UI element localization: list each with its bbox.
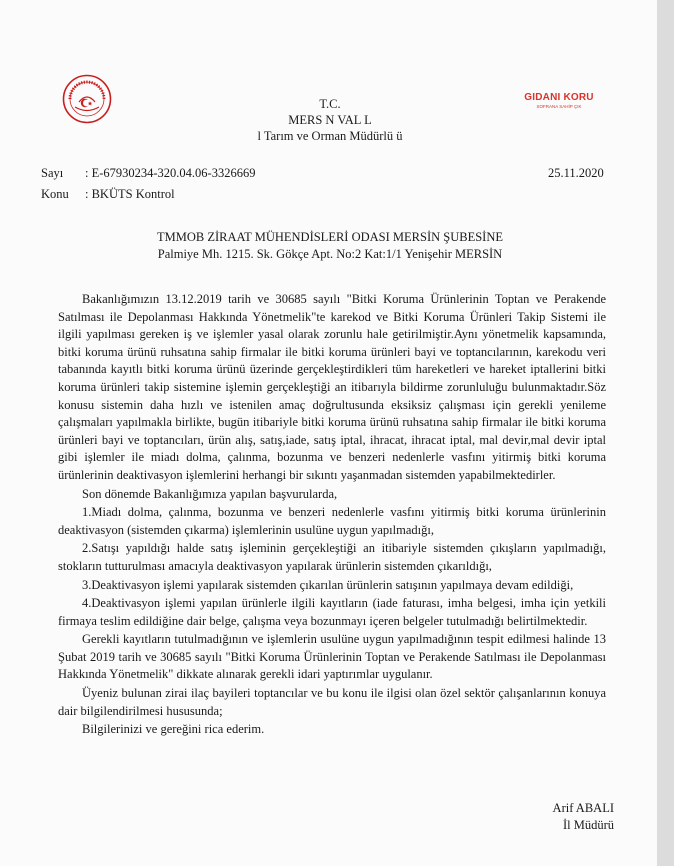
letter-body [58,291,606,739]
body-list-item: 2.Satışı yapıldığı halde satış işleminin gerçekleştiği an itibariyle sistemden çıkışların yapılmadığı, stokların tutturulması amacıyla deaktivasyon yapılarak ürünlerin sistemden çıkarıldığı, [58,541,606,573]
body-list-item: 3.Deaktivasyon işlemi yapılarak sistemden çıkarılan ürünlerin satışının yapılmaya devam edildiği, [82,577,574,592]
body-paragraph: Bilgilerinizi ve gereğini rica ederim. [82,722,265,737]
signatory-name: Arif ABALI [552,801,614,815]
recipient-address: Palmiye Mh. 1215. Sk. Gökçe Apt. No:2 Kat:1/1 Yenişehir MERSİN [157,247,503,261]
header-province: MERS N VAL L [288,113,372,127]
brand-name: GIDANI KORU [524,92,594,103]
recipient-name: TMMOB ZİRAAT MÜHENDİSLERİ ODASI MERSİN ŞUBESİNE [157,230,503,244]
body-paragraph: Bakanlığımızın 13.12.2019 tarih ve 30685 sayılı "Bitki Koruma Ürünlerinin Toptan ve Perakende Satılması ile Depolanması Hakkında Yönetmelik"te karekod ve Bitki Koruma Ürünleri Takip Sistemi ile ilgili yapılması gereken iş ve işlemler yasal olarak zorunlu hale getirilmiştir.Aynı yönetmelik kapsamında, bitki koruma ürünü ruhsatına sahip firmalar ile bitki koruma ürünleri bayi ve toptancılarının, karekodu veri tabanında kayıtlı bitki koruma ürünü üzerinde gerçekleştirdikleri tüm hareketleri ve hareket iptallerini bitki koruma ürünleri takip sistemine işlemin gerçekleştiği an itibarıyla bildirme zorunluluğu bulunmaktadır.Söz konusu sistemin daha hızlı ve istenilen amaç doğrultusunda eksiksiz çalışması için gerekli yenileme çalışmaları yapılmakla birlikte, bugün itibariyle bitki koruma ürünü ruhsatına sahip firmalar ile bitki koruma ürünleri bayi ve toptancıları, ürün alış, satış,iade, satış iptal, ihracat, ihracat iptal, mal devir,mal devir iptal gibi işlemler ile miadı dolma, çalınma, bozunma ve benzeri nedenlerle vasfını yitirmiş bitki koruma ürünlerinin deaktivasyon işlemlerini herhangi bir sıkıntı yaşanmadan sistemden yapabilmektedirler. [58,292,606,482]
body-paragraph: Gerekli kayıtların tutulmadığının ve işlemlerin usulüne uygun yapılmadığının tespit edilmesi halinde 13 Şubat 2019 tarih ve 30685 sayılı "Bitki Koruma Ürünlerinin Toptan ve Perakende Satılması ile Depolanması Hakkında Yönetmelik" dikkate alınarak gerekli idari yaptırımlar uygulanır. [58,632,606,682]
body-list-item: 4.Deaktivasyon işlemi yapılan ürünlerle ilgili kayıtların (iade faturası, imha belgesi, imha için yetkili firmaya teslim edildiğine dair belge, çalışma veya bozunmayı içeren belgeler tutulmadığı belirtilmektedir. [58,596,606,628]
brand-tagline: SOFRANA SAHİP ÇIK [536,104,582,109]
signatory-title: İl Müdürü [562,818,614,832]
sayi-value: : E-67930234-320.04.06-3326669 [85,166,256,180]
body-paragraph: Üyeniz bulunan zirai ilaç bayileri toptancılar ve bu konu ile ilgisi olan özel sektör çalışanlarının konuya dair bilgilendirilmesi hususunda; [58,686,606,718]
header-directorate: l Tarım ve Orman Müdürlü ü [257,129,403,143]
konu-value: : BKÜTS Kontrol [85,187,175,201]
gidani-koru-logo [523,92,595,109]
body-paragraph: Son dönemde Bakanlığımıza yapılan başvurularda, [82,486,338,501]
header-country: T.C. [319,97,341,111]
konu-label: Konu [41,187,69,201]
ministry-seal-icon [62,74,112,124]
sayi-label: Sayı [41,166,64,180]
body-list-item: 1.Miadı dolma, çalınma, bozunma ve benzeri nedenlerle vasfını yitirmiş bitki koruma ürünlerinin deaktivasyon (sistemden çıkarma) işlemlerinin usulüne uygun yapılmadığı, [58,505,606,537]
signature-block [500,800,614,834]
page-edge [657,0,674,866]
document-date: 25.11.2020 [548,166,604,180]
